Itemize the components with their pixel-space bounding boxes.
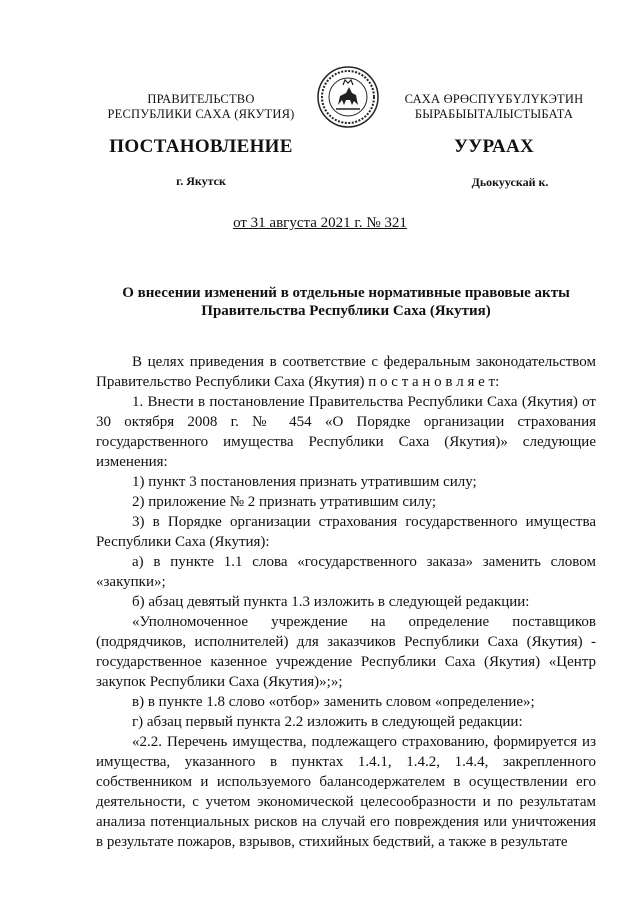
city-ru: г. Якутск: [176, 174, 226, 188]
date-number-line: [0, 215, 640, 232]
document-type-sakha: УУРААХ: [453, 136, 535, 157]
body-paragraph: 1. Внести в постановление Правительства Республики Саха (Якутия) от 30 октября 2008 г. № 454 «О Порядке организации страхования государственного имущества Республики Саха (Якутия)» следующие изменения:: [96, 394, 596, 470]
date-number: от 31 августа 2021 г. № 321: [233, 215, 407, 231]
body-paragraph: В целях приведения в соответствие с федеральным законодательством Правительство Республики Саха (Якутия) п о с т а н о в л я е т:: [96, 354, 596, 390]
coat-of-arms-emblem: [316, 65, 380, 129]
body-paragraph: «2.2. Перечень имущества, подлежащего страхованию, формируется из имущества, указанного в пунктах 1.4.1, 1.4.2, 1.4.4, закрепленного собственником и используемого балансодержателем в осуществлении его деятельности, с учетом экономической целесообразности и по результатам анализа потенциальных рисков на случай его повреждения или уничтожения в результате пожаров, взрывов, стихийных бедствий, а также в результате: [96, 734, 596, 850]
issuer-sakha-line1: САХА ӨРӨСПҮҮБҮЛҮКЭТИН: [404, 92, 584, 106]
document-type-ru: ПОСТАНОВЛЕНИЕ: [109, 136, 293, 157]
issuer-ru: [96, 92, 306, 122]
issuer-sakha: [394, 92, 594, 122]
body-paragraph: «Уполномоченное учреждение на определение поставщиков (подрядчиков, исполнителей) для заказчиков Республики Саха (Якутия) - государственное казенное учреждение Республики Саха (Якутия) «Центр закупок Республики Саха (Якутия)»;»;: [96, 614, 596, 690]
body-paragraph: 2) приложение № 2 признать утратившим силу;: [132, 494, 437, 510]
issuer-ru-line1: ПРАВИТЕЛЬСТВО: [147, 92, 255, 106]
body-paragraph: б) абзац девятый пункта 1.3 изложить в следующей редакции:: [132, 594, 530, 610]
body-paragraph: а) в пункте 1.1 слова «государственного заказа» заменить словом «закупки»;: [96, 554, 596, 590]
body-paragraph: 1) пункт 3 постановления признать утратившим силу;: [132, 474, 477, 490]
subject-line: О внесении изменений в отдельные нормативные правовые акты: [122, 285, 570, 301]
subject-line: Правительства Республики Саха (Якутия): [201, 303, 491, 319]
issuer-ru-line2: РЕСПУБЛИКИ САХА (ЯКУТИЯ): [107, 107, 295, 121]
body-paragraph: 3) в Порядке организации страхования государственного имущества Республики Саха (Якутия):: [96, 514, 596, 550]
body-paragraph: г) абзац первый пункта 2.2 изложить в следующей редакции:: [132, 714, 523, 730]
body-paragraph: в) в пункте 1.8 слово «отбор» заменить словом «определение»;: [132, 694, 535, 710]
document-subject: [96, 284, 596, 320]
document-body: [96, 352, 596, 852]
city-sakha: Дьокуускай к.: [471, 175, 549, 189]
issuer-sakha-line2: БЫРАБЫЫТАЛЫСТЫБАТА: [414, 107, 574, 121]
